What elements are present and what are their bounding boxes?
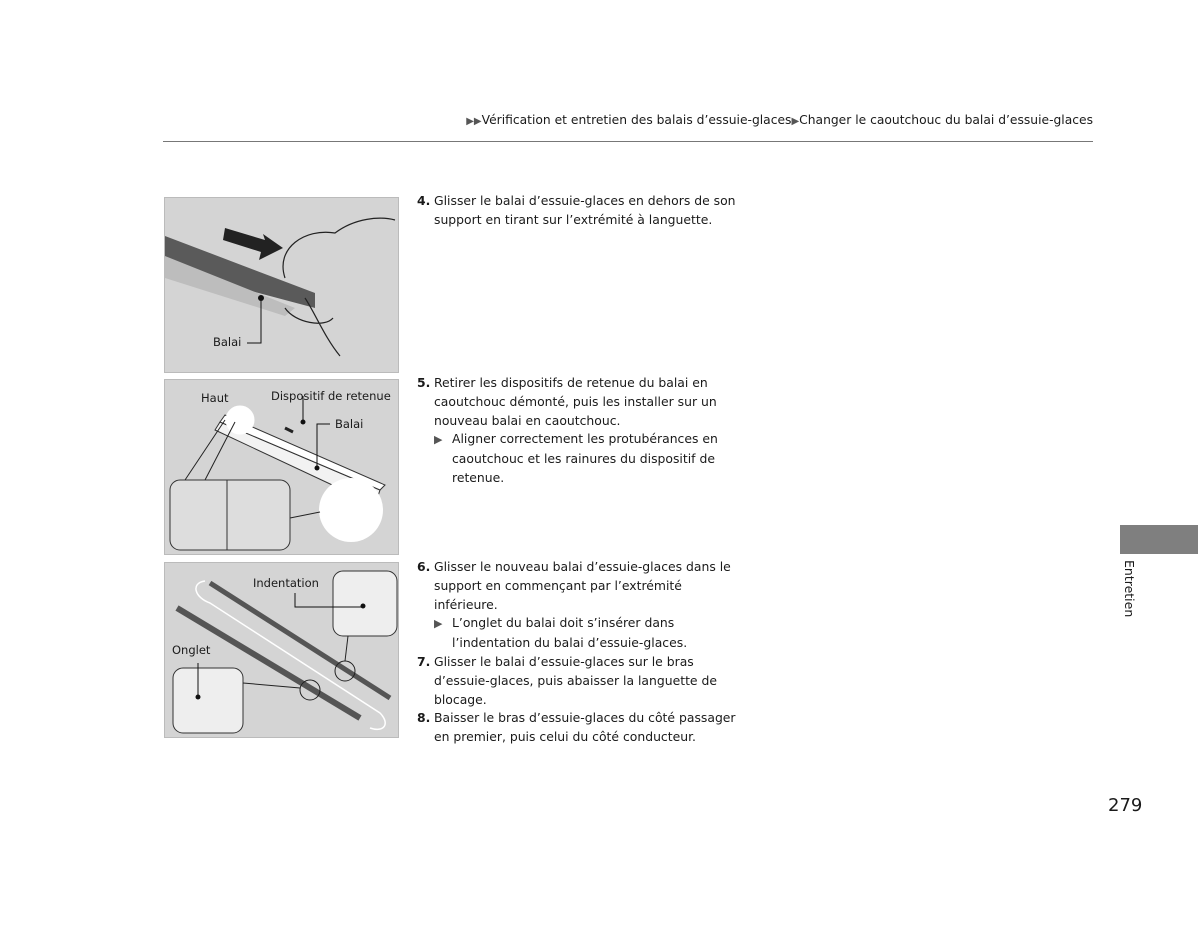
illustration-hand-pulling-blade (165, 198, 399, 373)
note-text: retenue. (452, 469, 505, 485)
double-arrow-icon: ▶▶ (466, 116, 482, 127)
label-haut: Haut (201, 391, 229, 405)
note-arrow-icon: ▶ (434, 617, 443, 631)
step-number: 7. (417, 653, 431, 669)
section-tab-label: Entretien (1122, 560, 1137, 618)
step-text: Glisser le balai d’essuie-glaces sur le bras (434, 653, 694, 669)
label-onglet: Onglet (172, 643, 211, 657)
breadcrumb-section: Vérification et entretien des balais d’essuie-glaces (481, 113, 792, 127)
step-6 (417, 558, 736, 747)
figure-remove-blade (164, 197, 399, 373)
step-text: en premier, puis celui du côté conducteur. (434, 729, 696, 745)
step-text: support en commençant par l’extrémité (434, 577, 682, 593)
step-number: 4. (417, 193, 431, 208)
label-balai: Balai (335, 417, 364, 431)
step-text: Baisser le bras d’essuie-glaces du côté passager (434, 710, 736, 726)
step-number: 8. (417, 710, 431, 726)
note-text: caoutchouc et les rainures du dispositif de (452, 451, 715, 467)
breadcrumb (466, 113, 1093, 127)
step-5 (417, 374, 718, 488)
step-text: nouveau balai en caoutchouc. (434, 412, 621, 428)
figure-retainers (164, 379, 399, 555)
step-text: support en tirant sur l’extrémité à languette. (434, 211, 713, 227)
step-text: inférieure. (434, 596, 498, 612)
page-number: 279 (1108, 795, 1143, 816)
section-tab-marker (1120, 525, 1198, 554)
step-4 (417, 192, 736, 230)
step-text: d’essuie-glaces, puis abaisser la languette de (434, 672, 717, 688)
step-text: Retirer les dispositifs de retenue du balai en (434, 375, 708, 390)
label-balai: Balai (213, 335, 242, 349)
illustration-retainer-blade (165, 380, 399, 555)
label-dispositif-de-retenue: Dispositif de retenue (271, 389, 391, 403)
step-text: blocage. (434, 691, 487, 707)
note-text: L’onglet du balai doit s’insérer dans (452, 615, 675, 631)
figure-insert-blade (164, 562, 399, 738)
step-text: Glisser le balai d’essuie-glaces en dehors de son (434, 193, 736, 208)
label-indentation: Indentation (253, 576, 319, 590)
step-text: caoutchouc démonté, puis les installer sur un (434, 393, 717, 409)
step-text: Glisser le nouveau balai d’essuie-glaces dans le (434, 559, 731, 574)
breadcrumb-topic: Changer le caoutchouc du balai d’essuie-glaces (799, 113, 1093, 127)
step-number: 5. (417, 375, 431, 390)
note-text: l’indentation du balai d’essuie-glaces. (452, 635, 688, 651)
note-arrow-icon: ▶ (434, 433, 443, 447)
note-text: Aligner correctement les protubérances en (452, 431, 718, 447)
header-divider (163, 141, 1093, 142)
arrow-icon: ▶ (791, 116, 800, 127)
step-number: 6. (417, 559, 431, 574)
